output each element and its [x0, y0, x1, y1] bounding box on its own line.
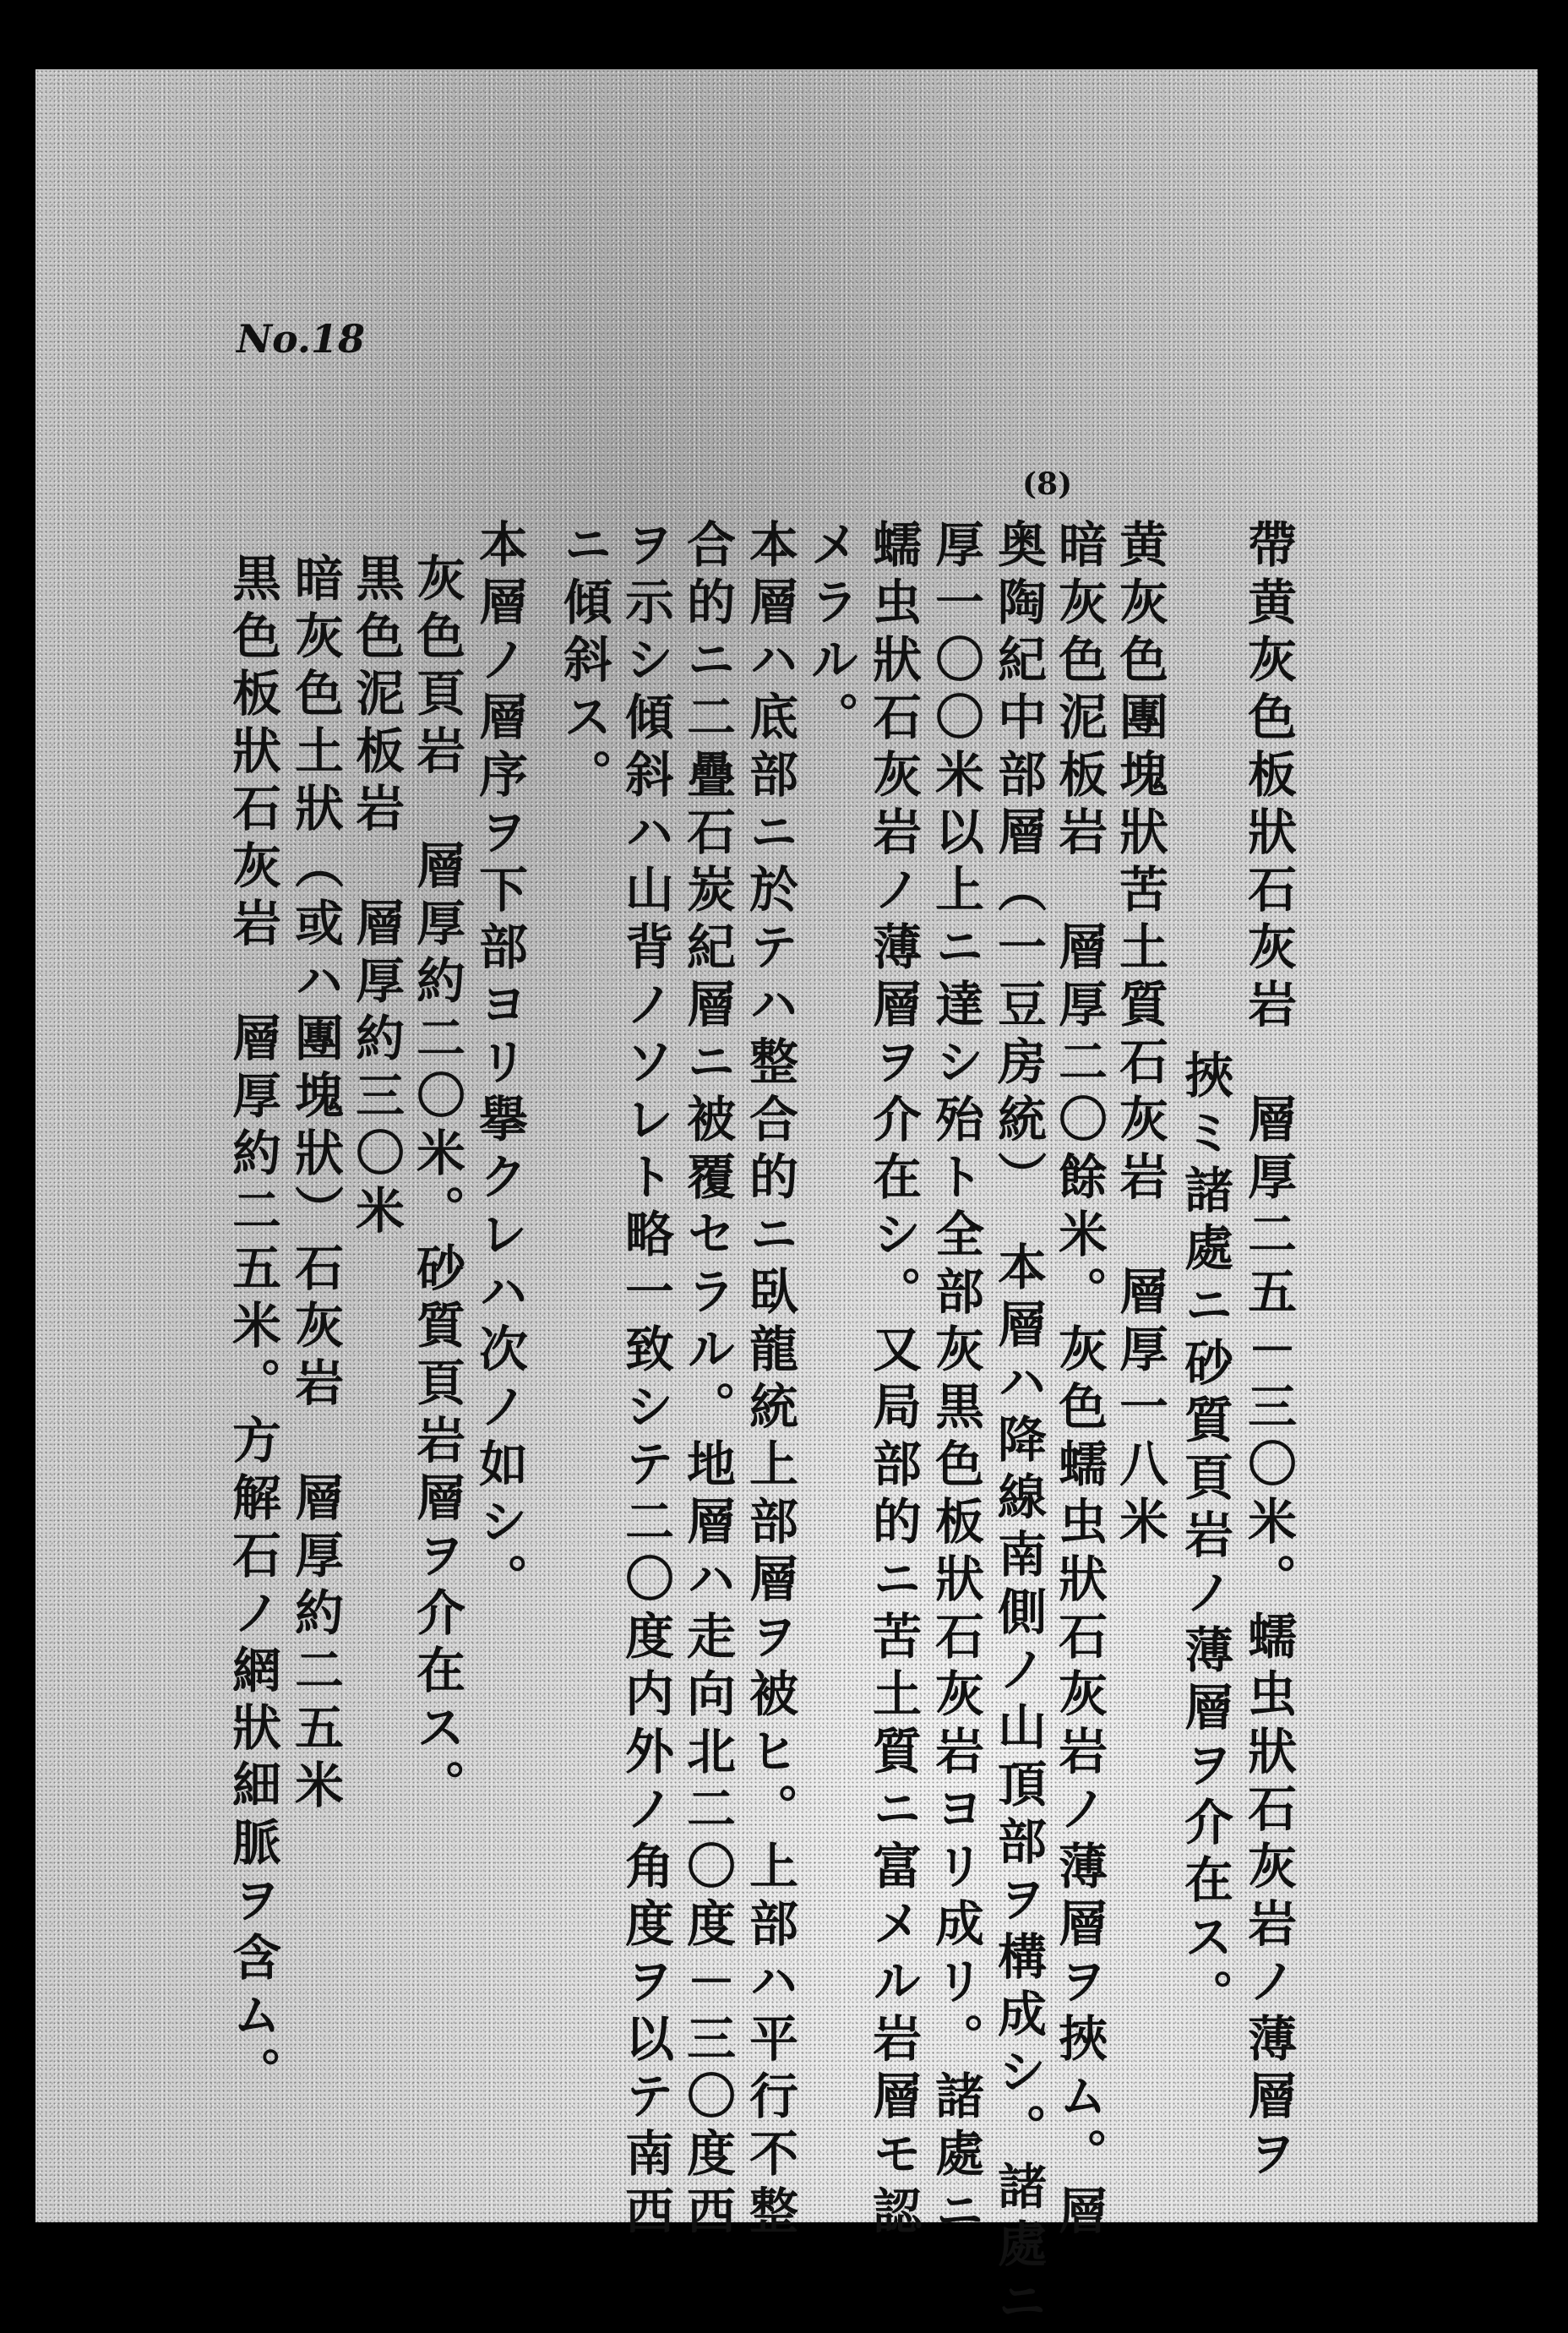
text-column: 合的ニ二疊石炭紀層ニ被覆セラル。地層ハ走向北二〇度－三〇度西 — [678, 519, 736, 2243]
text-column: 蠕虫狀石灰岩ノ薄層ヲ介在シ。又局部的ニ苦土質ニ富メル岩層モ認 — [864, 519, 922, 2243]
text-column: 厚一〇〇米以上ニ達シ殆ト全部灰黒色板狀石灰岩ヨリ成リ。諸處ニ — [927, 519, 984, 2243]
text-column: 黒色板狀石灰岩 層厚約二五米。方解石ノ網狀細脈ヲ含ム。 — [224, 553, 281, 2104]
text-column: ニ傾斜ス。 — [555, 519, 612, 806]
text-column: 本層ノ層序ヲ下部ヨリ擧クレハ次ノ如シ。 — [471, 519, 528, 1611]
text-column: 暗灰色土狀（或ハ團塊狀）石灰岩 層厚約二五米 — [286, 553, 344, 1817]
text-column: 灰色頁岩 層厚約二〇米。砂質頁岩層ヲ介在ス。 — [408, 553, 466, 1817]
text-column: メラル。 — [802, 519, 859, 749]
text-column: 黄灰色團塊狀苦土質石灰岩 層厚一八米 — [1111, 519, 1168, 1553]
text-column: 黒色泥板岩 層厚約三〇米 — [347, 553, 405, 1242]
text-column: 暗灰色泥板岩 層厚二〇餘米。灰色蠕虫狀石灰岩ノ薄層ヲ挾ム。層 — [1050, 519, 1108, 2243]
text-column: ヲ示シ傾斜ハ山背ノソレト略一致シテ二〇度内外ノ角度ヲ以テ南西 — [617, 519, 674, 2243]
document-number-stamp: No.18 — [237, 316, 365, 362]
text-column: 帶黄灰色板狀石灰岩 層厚二五－三〇米。蠕虫狀石灰岩ノ薄層ヲ — [1239, 519, 1297, 2185]
page-number: (8) — [1022, 466, 1073, 502]
text-column: 本層ハ底部ニ於テハ整合的ニ臥龍統上部層ヲ被ヒ。上部ハ平行不整 — [741, 519, 798, 2243]
paper-sheet — [35, 69, 1538, 2333]
text-column: 挾ミ諸處ニ砂質頁岩ノ薄層ヲ介在ス。 — [1176, 1049, 1233, 2026]
text-column: 奥陶紀中部層（一豆房統） 本層ハ降線南側ノ山頂部ヲ構成シ。諸處ニ — [989, 519, 1047, 2333]
